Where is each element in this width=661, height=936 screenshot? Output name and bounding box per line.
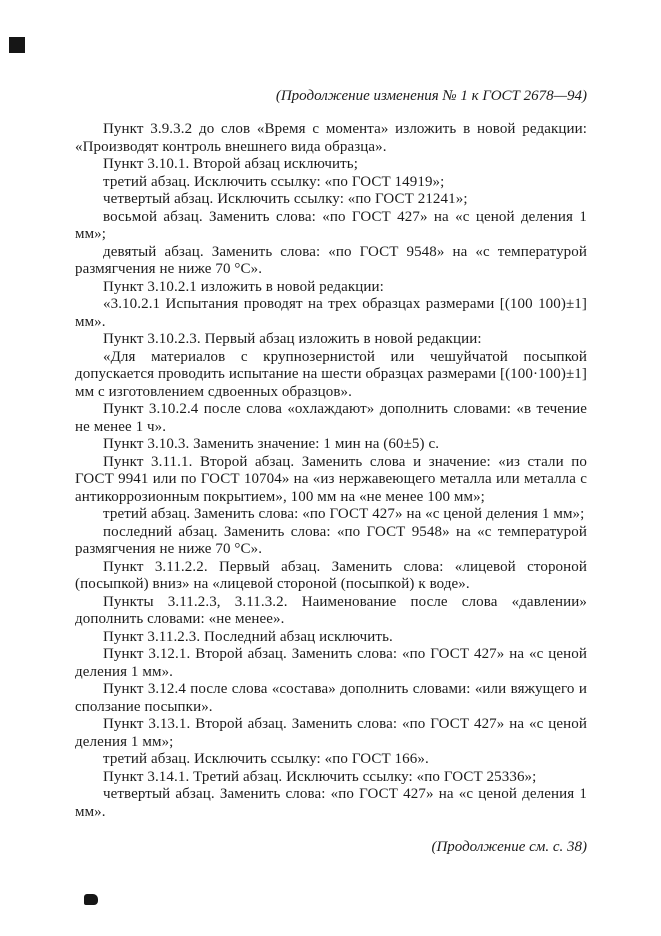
page-footer-note: (Продолжение см. с. 38) [431, 839, 587, 855]
paragraph: третий абзац. Исключить ссылку: «по ГОСТ 166». [103, 751, 429, 767]
document-body [75, 121, 587, 821]
scan-artifact-top-left [9, 37, 25, 53]
paragraph: «3.10.2.1 Испытания проводят на трех образцах размерами [(100 100)±1] мм». [75, 296, 587, 330]
text-column [75, 88, 587, 856]
paragraph: Пункт 3.10.2.1 изложить в новой редакции: [103, 278, 384, 295]
paragraph: Пункт 3.10.3. Заменить значение: 1 мин на (60±5) с. [103, 436, 440, 452]
paragraph: четвертый абзац. Исключить ссылку: «по ГОСТ 21241»; [103, 191, 468, 207]
paragraph: Пункт 3.11.2.2. Первый абзац. Заменить слова: «лицевой стороной (посыпкой) вниз» на «лицевой стороной (посыпкой) к воде». [75, 558, 587, 592]
paragraph: девятый абзац. Заменить слова: «по ГОСТ 9548» на «с температурой размягчения не ниже 70 °С». [75, 243, 587, 277]
paragraph: восьмой абзац. Заменить слова: «по ГОСТ 427» на «с ценой деления 1 мм»; [75, 208, 587, 242]
paragraph: «Для материалов с крупнозернистой или чешуйчатой посыпкой допускается проводить испытание на шести образцах размерами [(100·100)±1] мм с изготовлением сдвоенных образцов». [75, 348, 587, 400]
paragraph: Пункт 3.10.1. Второй абзац исключить; [103, 156, 358, 172]
paragraph: Пункт 3.11.2.3. Последний абзац исключить. [103, 628, 393, 645]
page-header-note: (Продолжение изменения № 1 к ГОСТ 2678—94) [275, 88, 587, 104]
paragraph: Пункт 3.11.1. Второй абзац. Заменить слова и значение: «из стали по ГОСТ 9941 или по ГОСТ 10704» на «из нержавеющего металла или металла с антикоррозионным покрытием», 100 мм на «не менее 100 мм»; [75, 453, 587, 505]
paragraph: Пункт 3.12.4 после слова «состава» дополнить словами: «или вяжущего и сползание посыпки». [75, 681, 587, 715]
paragraph: Пункт 3.13.1. Второй абзац. Заменить слова: «по ГОСТ 427» на «с ценой деления 1 мм»; [75, 716, 587, 750]
paragraph: Пункт 3.10.2.4 после слова «охлаждают» дополнить словами: «в течение не менее 1 ч». [75, 401, 587, 435]
paragraph: Пункт 3.10.2.3. Первый абзац изложить в новой редакции: [103, 331, 482, 347]
paragraph: Пункты 3.11.2.3, 3.11.3.2. Наименование после слова «давлении» дополнить словами: «не менее». [75, 593, 587, 627]
paragraph: последний абзац. Заменить слова: «по ГОСТ 9548» на «с температурой размягчения не ниже 70 °С». [75, 523, 587, 557]
paragraph: четвертый абзац. Заменить слова: «по ГОСТ 427» на «с ценой деления 1 мм». [75, 786, 587, 820]
paragraph: Пункт 3.12.1. Второй абзац. Заменить слова: «по ГОСТ 427» на «с ценой деления 1 мм». [75, 646, 587, 680]
scan-artifact-bottom [84, 894, 98, 905]
paragraph: третий абзац. Исключить ссылку: «по ГОСТ 14919»; [103, 173, 445, 190]
paragraph: Пункт 3.9.3.2 до слов «Время с момента» изложить в новой редакции: «Производят контроль внешнего вида образца». [75, 121, 587, 155]
paragraph: третий абзац. Заменить слова: «по ГОСТ 427» на «с ценой деления 1 мм»; [103, 506, 585, 522]
paragraph: Пункт 3.14.1. Третий абзац. Исключить ссылку: «по ГОСТ 25336»; [103, 768, 537, 785]
